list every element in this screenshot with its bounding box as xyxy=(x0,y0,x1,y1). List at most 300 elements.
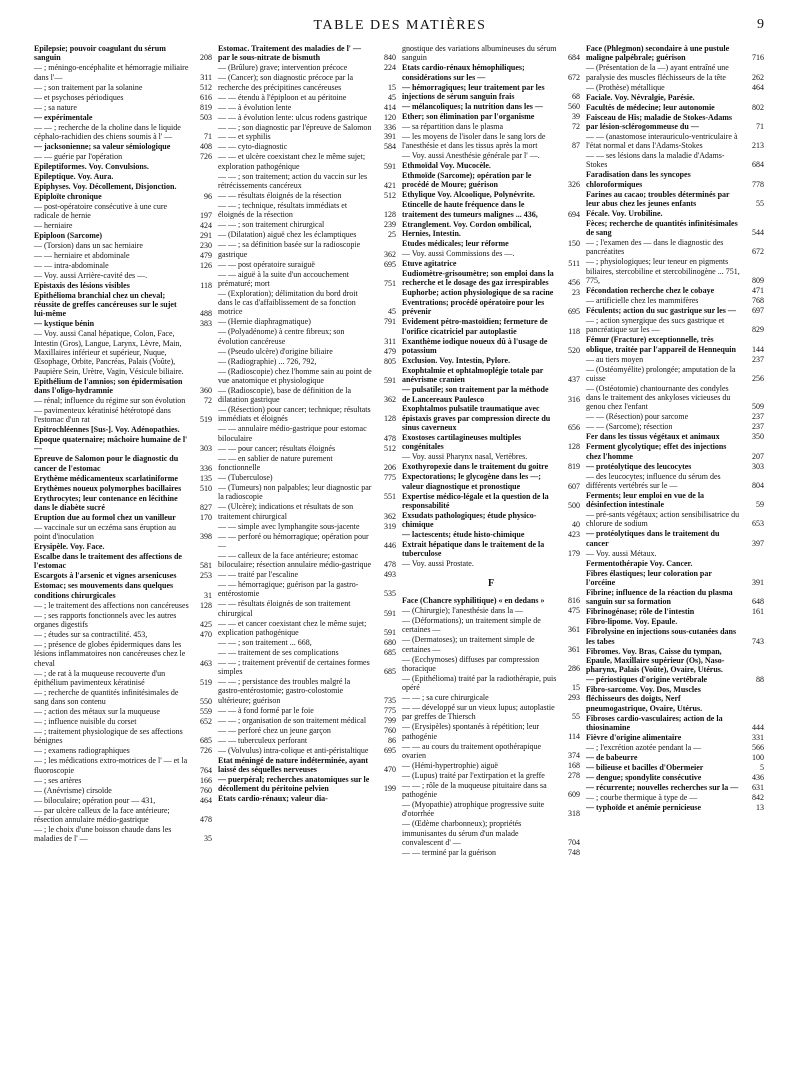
index-entry xyxy=(586,286,764,295)
entry-page: 842 xyxy=(752,792,764,802)
index-entry xyxy=(402,102,580,111)
entry-page: 775 xyxy=(384,473,396,482)
entry-text: Face (Phlegmon) secondaire à une pustule maligne palpébrale; guérison xyxy=(586,44,730,63)
index-entry xyxy=(586,151,764,170)
entry-text: — ; son traitement par la solanine xyxy=(34,82,143,92)
entry-page: 23 xyxy=(572,288,580,298)
index-entry xyxy=(218,502,396,521)
entry-page: 695 xyxy=(568,307,580,317)
entry-text: — ; les médications extro-motrices de l' — et la fluoroscopie xyxy=(34,756,188,775)
entry-text: — ; influence nuisible du corset xyxy=(34,717,137,727)
index-entry xyxy=(402,83,580,102)
entry-text: — Voy. aussi Commissions des —. xyxy=(402,248,515,258)
entry-text: Extrait hépatique dans le traitement de la tuberculose xyxy=(402,540,545,559)
entry-page: 444 xyxy=(752,722,764,732)
entry-page: 207 xyxy=(752,451,764,461)
index-entry xyxy=(402,269,580,288)
entry-page: 150 xyxy=(568,238,580,248)
index-entry xyxy=(218,756,396,775)
index-entry xyxy=(34,162,212,171)
entry-text: Evidement pétro-mastoïdien; fermeture de l'orifice cicatriciel par autoplastie xyxy=(402,317,548,336)
index-entry xyxy=(34,396,212,405)
entry-text: — ; le choix d'une boisson chaude dans les maladies de l' — xyxy=(34,824,172,844)
entry-page: 816 xyxy=(568,596,580,606)
index-entry xyxy=(34,406,212,425)
entry-text: Epileptique. Voy. Aura. xyxy=(34,171,114,181)
entry-page: 398 xyxy=(200,532,212,542)
entry-page: 362 xyxy=(384,511,396,521)
index-entry xyxy=(34,756,212,775)
entry-page: 478 xyxy=(200,814,212,824)
index-entry xyxy=(586,491,764,510)
entry-page: 726 xyxy=(200,746,212,756)
entry-text: — — ; son traitement; action du vaccin sur les rétrécissements cancéreux xyxy=(218,171,368,191)
index-entry xyxy=(34,329,212,375)
index-entry xyxy=(402,616,580,635)
entry-page: 25 xyxy=(388,230,396,240)
index-entry xyxy=(34,142,212,151)
entry-page: 760 xyxy=(200,785,212,795)
entry-page: 128 xyxy=(384,210,396,220)
entry-page: 470 xyxy=(384,764,396,774)
index-entry xyxy=(34,474,212,483)
index-entry xyxy=(218,551,396,570)
entry-text: Fermentothérapie Voy. Cancer. xyxy=(586,558,693,568)
entry-text: Exostoses cartilagineuses multiples congénitales xyxy=(402,433,522,452)
entry-page: 72 xyxy=(572,121,580,131)
entry-text: — (Volvulus) intra-colique et anti-péristaltique xyxy=(218,745,369,755)
index-entry xyxy=(218,103,396,112)
index-entry xyxy=(34,727,212,746)
entry-text: — biloculaire; opération pour — 431, xyxy=(34,795,156,805)
entry-page: 799 xyxy=(384,715,396,725)
index-entry xyxy=(218,172,396,191)
entry-text: — — traité par l'escaline xyxy=(218,570,299,580)
entry-text: Epiploon (Sarcome) xyxy=(34,230,103,240)
entry-text: Féculents; action du suc gastrique sur les — xyxy=(586,306,736,316)
index-entry xyxy=(402,151,580,160)
index-entry xyxy=(218,44,396,63)
entry-page: 751 xyxy=(384,278,396,288)
index-entry xyxy=(218,230,396,239)
index-entry xyxy=(586,588,764,607)
entry-text: Epoque quaternaire; mâchoire humaine de l' — xyxy=(34,435,188,454)
entry-text: — (Dermatoses); un traitement simple de certaines — xyxy=(402,635,535,654)
entry-text: Eventrations; procédé opératoire pour les prévenir xyxy=(402,298,545,317)
index-entry xyxy=(218,599,396,618)
entry-page: 607 xyxy=(568,481,580,491)
index-entry xyxy=(402,132,580,151)
index-entry xyxy=(218,73,396,92)
index-entry xyxy=(218,405,396,424)
entry-page: 350 xyxy=(752,432,764,442)
index-entry xyxy=(586,462,764,471)
entry-text: — sa répartition dans le plasma xyxy=(402,121,504,131)
index-entry xyxy=(218,347,396,356)
entry-text: — ; physiologiques; leur teneur en pigments biliaires, stercobiline et stercobilinogène ... 751, 775, xyxy=(586,257,740,286)
index-entry xyxy=(34,825,212,844)
entry-page: 510 xyxy=(200,483,212,493)
entry-text: — — et cancer coexistant chez le même sujet; explication pathogénique xyxy=(218,618,367,637)
index-entry xyxy=(402,492,580,511)
index-entry xyxy=(586,44,764,63)
entry-page: 819 xyxy=(200,102,212,112)
index-entry xyxy=(218,367,396,386)
index-entry xyxy=(218,638,396,647)
index-entry xyxy=(586,773,764,782)
entry-text: — ; examens radiographiques xyxy=(34,746,130,756)
entry-text: Ether; son élimination par l'organisme xyxy=(402,111,535,121)
index-entry xyxy=(34,494,212,513)
entry-text: — kystique bénin xyxy=(34,319,95,329)
entry-page: 144 xyxy=(752,344,764,354)
entry-text: — — ; son traitement chirurgical xyxy=(218,220,325,230)
entry-page: 168 xyxy=(568,760,580,770)
entry-text: — (Radioscopie) chez l'homme sain au point de vue anatomique et physiologique xyxy=(218,366,372,385)
index-entry xyxy=(402,848,580,857)
index-entry xyxy=(402,462,580,471)
entry-text: — ; courbe thermique à type de — xyxy=(586,792,698,802)
entry-text: — Voy. aussi Métaux. xyxy=(586,548,657,558)
entry-page: 672 xyxy=(568,72,580,82)
entry-text: — (Anévrisme) cirsoïde xyxy=(34,785,112,795)
index-entry xyxy=(218,63,396,72)
entry-text: — ; ses artères xyxy=(34,775,82,785)
entry-page: 336 xyxy=(384,122,396,132)
entry-text: — (Tuberculose) xyxy=(218,473,273,482)
index-entry xyxy=(402,635,580,654)
entry-text: — (Pseudo ulcère) d'origine biliaire xyxy=(218,346,333,356)
entry-text: Fécondation recherche chez le cobaye xyxy=(586,286,715,296)
index-entry xyxy=(218,191,396,200)
entry-page: 237 xyxy=(752,422,764,432)
entry-page: 551 xyxy=(384,492,396,502)
index-entry xyxy=(586,238,764,257)
section-letter: F xyxy=(487,577,495,589)
entry-page: 464 xyxy=(200,795,212,805)
index-entry xyxy=(218,327,396,346)
entry-page: 672 xyxy=(752,247,764,257)
index-entry xyxy=(218,201,396,220)
index-entry xyxy=(34,123,212,142)
entry-page: 71 xyxy=(204,131,212,141)
entry-text: — par ulcère calleux de la face antérieure; résection annulaire médio-gastrique xyxy=(34,805,170,824)
index-entry xyxy=(402,298,580,317)
entry-page: 239 xyxy=(384,220,396,230)
index-entry xyxy=(34,93,212,102)
index-entry xyxy=(586,549,764,558)
index-entry xyxy=(586,306,764,315)
index-entry xyxy=(218,658,396,677)
entry-text: Fer dans les tissus végétaux et animaux xyxy=(586,432,720,442)
entry-text: Eruption due au formol chez un vanilleur xyxy=(34,512,176,522)
entry-text: — (Erysipèles) spontanés à répétition; leur pathogénie xyxy=(402,722,540,741)
entry-text: Exsudats pathologiques; étude physico-chimique xyxy=(402,510,537,530)
index-entry xyxy=(402,800,580,819)
entry-text: — typhoïde et anémie pernicieuse xyxy=(586,802,702,812)
entry-text: Facultés de médecine; leur autonomie xyxy=(586,102,715,112)
entry-text: gnostique des variations albumineuses du sérum sanguin xyxy=(402,44,557,63)
entry-text: — rénal; influence du régime sur son évolution xyxy=(34,395,186,405)
entry-text: — les moyens de l'isoler dans le sang lors de l'anesthésie et dans les tissus après la mort xyxy=(402,131,546,151)
entry-page: 512 xyxy=(200,82,212,92)
index-entry xyxy=(402,122,580,131)
index-entry xyxy=(402,722,580,741)
entry-text: Estomac; ses mouvements dans quelques conditions chirurgicales xyxy=(34,581,174,600)
page-header xyxy=(0,12,800,34)
entry-text: — (Résection) pour cancer; technique; résultats immédiats et éloignés xyxy=(218,405,371,424)
entry-text: — (Lupus) traité par l'extirpation et la greffe xyxy=(402,770,545,780)
entry-text: — — ; organisation de son traitement médical xyxy=(218,715,367,725)
entry-text: Epitrochléennes [Sus-]. Voy. Adénopathies. xyxy=(34,425,180,435)
entry-page: 237 xyxy=(752,412,764,422)
index-entry xyxy=(218,220,396,229)
entry-page: 87 xyxy=(572,141,580,151)
entry-text: Epistaxis des lésions visibles xyxy=(34,280,130,290)
entry-text: — ; l'examen des — dans le diagnostic des pancréatites xyxy=(586,238,724,257)
entry-page: 361 xyxy=(568,625,580,635)
index-entry xyxy=(402,693,580,702)
entry-text: Etats cardio-rénaux; valeur dia- xyxy=(218,794,328,804)
index-entry xyxy=(402,190,580,199)
index-entry xyxy=(218,619,396,638)
index-entry xyxy=(586,733,764,742)
entry-text: — périostiques d'origine vertébrale xyxy=(586,675,708,685)
entry-page: 237 xyxy=(752,354,764,364)
entry-text: — — ; son diagnostic par l'épreuve de Salomon xyxy=(218,122,372,132)
entry-page: 206 xyxy=(384,463,396,473)
entry-text: — protéolytique des leucocytes xyxy=(586,461,692,471)
index-entry xyxy=(402,249,580,258)
entry-page: 840 xyxy=(384,53,396,63)
entry-text: Epilepsie; pouvoir coagulant du sérum sanguin xyxy=(34,44,166,63)
index-entry xyxy=(586,675,764,684)
index-entry xyxy=(34,152,212,161)
index-entry xyxy=(586,209,764,218)
entry-page: 15 xyxy=(572,683,580,693)
index-entry xyxy=(586,743,764,752)
entry-text: — — résultats éloignés de la résection xyxy=(218,191,342,201)
index-entry xyxy=(34,796,212,805)
index-entry xyxy=(34,231,212,240)
index-entry xyxy=(34,221,212,230)
index-entry xyxy=(218,270,396,289)
index-entry xyxy=(586,432,764,441)
entry-page: 809 xyxy=(752,276,764,286)
entry-page: 802 xyxy=(752,102,764,112)
index-entry xyxy=(34,669,212,688)
index-entry xyxy=(34,103,212,112)
entry-page: 464 xyxy=(752,82,764,92)
index-entry xyxy=(586,365,764,384)
index-entry xyxy=(34,182,212,191)
entry-page: 114 xyxy=(568,731,580,741)
entry-text: — post-opératoire consécutive à une cure radicale de hernie xyxy=(34,201,168,220)
entry-text: — ; de rat à la muqueuse recouverte d'un épithélium pavimenteux kératinisé xyxy=(34,668,166,687)
index-entry xyxy=(586,569,764,588)
index-entry xyxy=(402,356,580,365)
index-entry xyxy=(218,736,396,745)
entry-page: 591 xyxy=(384,608,396,618)
entry-page: 463 xyxy=(200,658,212,668)
entry-text: — ; recherche de quantités infinitésimales de sang dans son contenu xyxy=(34,687,179,707)
index-entry xyxy=(218,386,396,405)
entry-page: 208 xyxy=(200,53,212,63)
entry-page: 35 xyxy=(204,834,212,844)
entry-text: — (Epithélioma) traité par la radiothérapie, puis opéré xyxy=(402,673,557,693)
entry-page: 446 xyxy=(384,540,396,550)
index-entry xyxy=(402,596,580,605)
entry-page: 303 xyxy=(752,461,764,471)
entry-page: 695 xyxy=(384,745,396,755)
entry-text: Epithélioma branchial chez un cheval; réussite de greffes cancéreuses sur le sujet lui-même xyxy=(34,290,177,319)
entry-text: — ; traitement physiologique de ses affections bénignes xyxy=(34,727,183,746)
index-entry xyxy=(402,288,580,297)
entry-page: 559 xyxy=(200,707,212,717)
entry-text: — — ; technique, résultats immédiats et éloignés de la résection xyxy=(218,201,348,220)
entry-text: Exothyropexie dans le traitement du goitre xyxy=(402,462,549,472)
entry-page: 519 xyxy=(200,415,212,425)
index-entry xyxy=(586,793,764,802)
entry-text: — et psychoses périodiques xyxy=(34,92,124,102)
entry-page: 161 xyxy=(752,607,764,617)
index-entry xyxy=(218,123,396,132)
entry-text: — — étendu à l'épiploon et au péritoine xyxy=(218,92,347,102)
entry-page: 319 xyxy=(384,521,396,531)
entry-text: Fibroses cardio-vasculaires; action de la thiosinamine xyxy=(586,713,723,732)
entry-text: Faciale. Voy. Névralgie, Parésie. xyxy=(586,92,695,102)
index-entry xyxy=(402,606,580,615)
entry-page: 500 xyxy=(568,500,580,510)
entry-text: — ; méningo-encéphalite et hémorragie miliaire dans l'— xyxy=(34,63,189,82)
entry-text: Exclusion. Voy. Intestin, Pylore. xyxy=(402,355,511,365)
entry-text: Ferments; leur emploi en vue de la désinfection intestinale xyxy=(586,490,705,510)
index-entry xyxy=(586,607,764,616)
index-entry xyxy=(586,803,764,812)
entry-text: Epiploïte chronique xyxy=(34,191,102,201)
index-entry xyxy=(402,433,580,452)
entry-text: — — pour cancer; résultats éloignés xyxy=(218,443,336,453)
index-entry xyxy=(218,152,396,171)
entry-page: 311 xyxy=(384,336,396,346)
entry-page: 535 xyxy=(384,589,396,599)
index-entry xyxy=(218,794,396,803)
entry-text: Fibrolysine en injections sous-cutanées dans les tabes xyxy=(586,627,737,646)
index-entry xyxy=(218,726,396,735)
index-entry xyxy=(34,271,212,280)
entry-page: 560 xyxy=(568,101,580,111)
index-entry xyxy=(402,317,580,336)
entry-text: Eudiomètre-grisoumètre; son emploi dans la recherche et le dosage des gaz irrespirables xyxy=(402,268,554,288)
entry-page: 126 xyxy=(200,260,212,270)
index-entry xyxy=(586,63,764,82)
index-entry xyxy=(218,317,396,326)
index-entry xyxy=(218,716,396,725)
index-entry xyxy=(586,113,764,132)
entry-page: 425 xyxy=(200,620,212,630)
entry-page: 471 xyxy=(752,286,764,296)
entry-text: — — résultats éloignés de son traitement chirurgical xyxy=(218,599,351,618)
entry-page: 544 xyxy=(752,228,764,238)
entry-text: Erythrocytes; leur contenance en lécithine dans le diabète sucré xyxy=(34,493,178,512)
entry-text: — expérimentale xyxy=(34,112,93,122)
index-entry xyxy=(586,316,764,335)
entry-page: 591 xyxy=(384,627,396,637)
entry-text: — — à évolution lente xyxy=(218,102,292,112)
entry-page: 179 xyxy=(568,549,580,559)
index-entry xyxy=(34,552,212,571)
index-entry xyxy=(586,685,764,713)
entry-text: — — aiguë à la suite d'un accouchement prématuré; mort xyxy=(218,269,349,288)
index-entry xyxy=(34,251,212,260)
entry-page: 479 xyxy=(200,250,212,260)
entry-text: — récurrente; nouvelles recherches sur la — xyxy=(586,782,739,792)
entry-text: Fibrine; influence de la réaction du plasma sanguin sur sa formation xyxy=(586,588,733,607)
entry-text: Etat méningé de nature indéterminée, ayant laissé des séquelles nerveuses xyxy=(218,755,369,774)
entry-page: 293 xyxy=(568,693,580,703)
entry-text: — (Présentation de la —) ayant entraîné une paralysie des muscles fléchisseurs de la tête xyxy=(586,63,729,82)
entry-text: Fibromes. Voy. Bras, Caisse du tympan, Epaule, Maxillaire supérieur (Os), Naso-pharynx, Palais (Voûte), Ovaire, Utérus. xyxy=(586,646,725,675)
entry-page: 224 xyxy=(384,63,396,73)
index-entry xyxy=(34,630,212,639)
index-entry xyxy=(218,677,396,705)
entry-page: 735 xyxy=(384,695,396,705)
index-entry xyxy=(34,484,212,493)
index-entry xyxy=(402,112,580,121)
index-entry xyxy=(586,753,764,762)
entry-text: — — au cours du traitement opothérapique ovarien xyxy=(402,741,542,760)
index-entry xyxy=(34,776,212,785)
entry-page: 520 xyxy=(568,345,580,355)
index-entry xyxy=(34,581,212,600)
entry-page: 318 xyxy=(568,809,580,819)
entry-page: 13 xyxy=(756,802,764,812)
entry-page: 230 xyxy=(200,240,212,250)
entry-text: — — et syphilis xyxy=(218,132,271,142)
entry-text: — (Cancer); son diagnostic précoce par la recherche des précipitines cancéreuses xyxy=(218,73,354,92)
index-entry xyxy=(34,241,212,250)
index-entry xyxy=(402,674,580,693)
entry-text: — Voy. aussi Pharynx nasal, Vertèbres. xyxy=(402,452,528,462)
entry-page: 383 xyxy=(200,319,212,329)
entry-text: — (Torsion) dans un sac herniaire xyxy=(34,240,143,250)
index-entry xyxy=(402,540,580,559)
entry-text: — — intra-abdominale xyxy=(34,260,109,270)
index-entry xyxy=(586,132,764,151)
entry-page: 40 xyxy=(572,520,580,530)
entry-page: 360 xyxy=(200,385,212,395)
entry-text: — (Radiographie) ... 726, 792, xyxy=(218,356,317,366)
entry-text: Fécale. Voy. Urobiline. xyxy=(586,208,663,218)
index-entry xyxy=(402,742,580,761)
entry-text: — (Polyadénome) à centre fibreux; son évolution cancéreuse xyxy=(218,327,345,346)
index-column-1 xyxy=(34,44,212,1072)
entry-text: Faisceau de His; maladie de Stokes-Adams par lésion-sclérogommeuse du — xyxy=(586,112,732,131)
entry-page: 778 xyxy=(752,179,764,189)
entry-page: 45 xyxy=(388,92,396,102)
entry-text: Face (Chancre syphilitique) « en dedans » xyxy=(402,596,545,606)
entry-page: 424 xyxy=(200,220,212,230)
index-entry xyxy=(586,559,764,568)
index-entry xyxy=(586,412,764,421)
entry-text: Farines au cacao; troubles déterminés par leur abus chez les jeunes enfants xyxy=(586,189,730,208)
entry-page: 479 xyxy=(384,346,396,356)
index-entry xyxy=(34,611,212,630)
entry-text: — — ; traitement préventif de certaines formes simples xyxy=(218,657,370,677)
index-columns xyxy=(34,44,766,1072)
entry-text: — pulsatile; son traitement par la méthode de Lancereaux Paulesco xyxy=(402,385,549,404)
entry-text: Fibro-lipome. Voy. Epaule. xyxy=(586,617,678,627)
